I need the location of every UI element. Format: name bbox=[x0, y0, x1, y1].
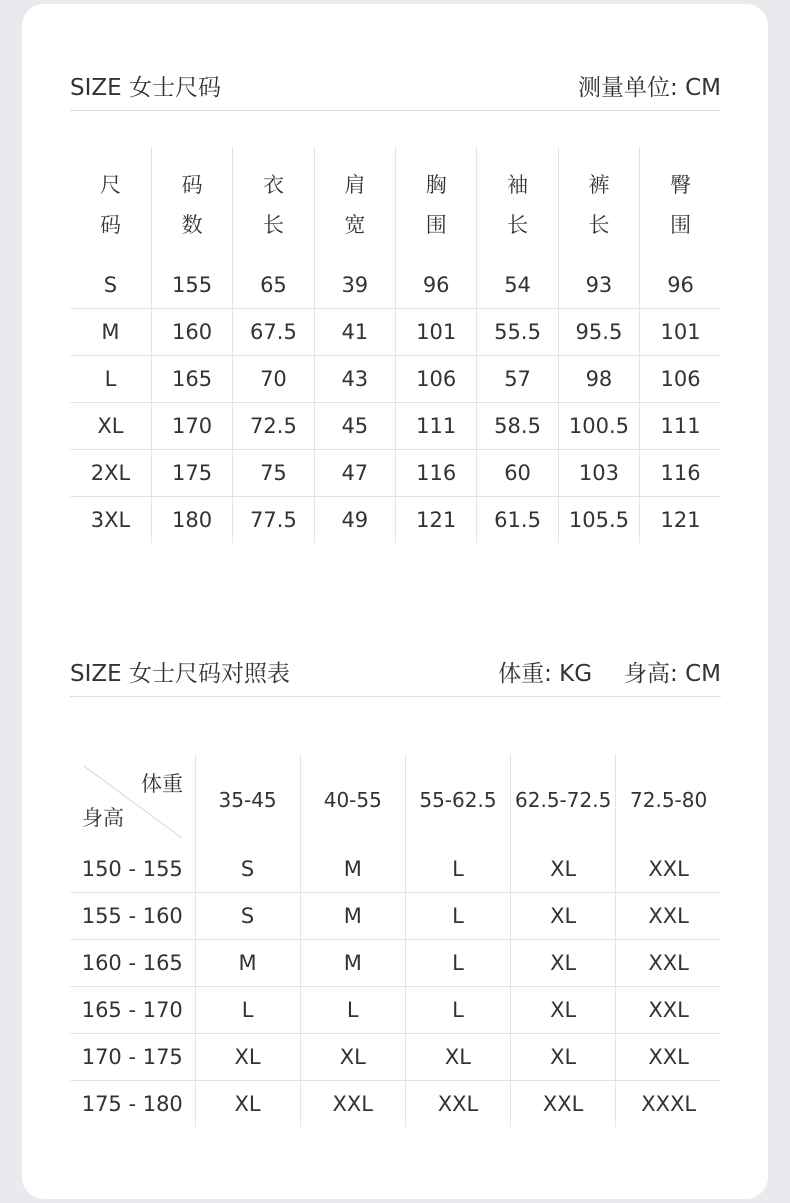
size-table-cell: 170 bbox=[151, 403, 232, 450]
size-table-cell: 121 bbox=[640, 497, 721, 544]
header-cell: 臀 围 bbox=[640, 147, 721, 262]
size-result-cell: L bbox=[405, 987, 510, 1034]
size-table-cell: 77.5 bbox=[233, 497, 314, 544]
header-cell: 袖 长 bbox=[477, 147, 558, 262]
size-result-cell: XL bbox=[511, 846, 616, 893]
size-table-cell: 93 bbox=[558, 262, 639, 309]
size-table-cell: 165 bbox=[151, 356, 232, 403]
size-result-cell: XXL bbox=[616, 893, 721, 940]
size-table-cell: 41 bbox=[314, 309, 395, 356]
size-table-cell: 155 bbox=[151, 262, 232, 309]
size-table-cell: 49 bbox=[314, 497, 395, 544]
conversion-section-header bbox=[70, 652, 721, 697]
size-result-cell: L bbox=[405, 846, 510, 893]
size-result-cell: XXL bbox=[616, 940, 721, 987]
size-result-cell: XXL bbox=[616, 846, 721, 893]
size-table-cell: 180 bbox=[151, 497, 232, 544]
header-cell: 尺 码 bbox=[99, 172, 121, 237]
size-result-cell: XL bbox=[511, 987, 616, 1034]
size-table-cell: 75 bbox=[233, 450, 314, 497]
size-table-cell: 106 bbox=[640, 356, 721, 403]
conversion-table-row bbox=[70, 846, 721, 893]
size-table-cell: S bbox=[103, 273, 118, 297]
conversion-table-row bbox=[70, 940, 721, 987]
height-range-cell: 155 - 160 bbox=[70, 893, 195, 940]
size-table-cell: 39 bbox=[314, 262, 395, 309]
header-cell: 胸 围 bbox=[396, 147, 477, 262]
size-table-cell: 103 bbox=[558, 450, 639, 497]
size-table-cell: 72.5 bbox=[233, 403, 314, 450]
size-table-cell: 54 bbox=[477, 262, 558, 309]
conversion-section-units bbox=[498, 652, 721, 696]
size-result-cell: XL bbox=[511, 1034, 616, 1081]
conversion-section-title: SIZE 女士尺码对照表 bbox=[70, 661, 290, 687]
size-result-cell: XXL bbox=[405, 1081, 510, 1128]
size-section-unit: 测量单位: CM bbox=[578, 75, 721, 101]
size-table-cell: 70 bbox=[233, 356, 314, 403]
size-table-cell: 96 bbox=[640, 262, 721, 309]
size-table-cell: 101 bbox=[640, 309, 721, 356]
size-result-cell: XL bbox=[300, 1034, 405, 1081]
size-result-cell: XXXL bbox=[616, 1081, 721, 1128]
size-result-cell: XXL bbox=[511, 1081, 616, 1128]
conversion-table-row bbox=[70, 1034, 721, 1081]
size-table-cell: 45 bbox=[314, 403, 395, 450]
size-table bbox=[70, 147, 721, 543]
size-result-cell: XL bbox=[195, 1034, 300, 1081]
size-result-cell: M bbox=[300, 893, 405, 940]
size-table-cell: 116 bbox=[640, 450, 721, 497]
size-result-cell: M bbox=[195, 940, 300, 987]
weight-range-header: 40-55 bbox=[300, 754, 405, 846]
conversion-table-row bbox=[70, 893, 721, 940]
size-table-cell: 160 bbox=[151, 309, 232, 356]
size-result-cell: XL bbox=[511, 893, 616, 940]
size-table-cell: 96 bbox=[396, 262, 477, 309]
size-table-cell: 3XL bbox=[70, 497, 151, 544]
conversion-table-header-row bbox=[70, 754, 721, 846]
size-table-cell: 121 bbox=[396, 497, 477, 544]
size-table-cell: 116 bbox=[396, 450, 477, 497]
size-table-cell: L bbox=[70, 356, 151, 403]
conversion-table bbox=[70, 754, 721, 1127]
size-table-cell: 175 bbox=[151, 450, 232, 497]
size-table-cell: 95.5 bbox=[558, 309, 639, 356]
size-table-row bbox=[70, 450, 721, 497]
size-table-cell: 98 bbox=[558, 356, 639, 403]
size-table-row bbox=[70, 356, 721, 403]
size-result-cell: L bbox=[405, 940, 510, 987]
size-result-cell: XXL bbox=[300, 1081, 405, 1128]
size-table-cell: XL bbox=[70, 403, 151, 450]
size-result-cell: XL bbox=[195, 1081, 300, 1128]
weight-range-header: 72.5-80 bbox=[616, 754, 721, 846]
size-table-cell: 111 bbox=[396, 403, 477, 450]
weight-range-header: 35-45 bbox=[195, 754, 300, 846]
weight-unit: 体重: KG bbox=[498, 661, 593, 687]
size-table-row bbox=[70, 403, 721, 450]
size-table-row bbox=[70, 262, 721, 309]
weight-range-header: 55-62.5 bbox=[405, 754, 510, 846]
conversion-table-row bbox=[70, 1081, 721, 1128]
size-table-cell: M bbox=[70, 309, 151, 356]
header-cell: 码 数 bbox=[151, 147, 232, 262]
corner-weight-label: 体重 bbox=[141, 772, 183, 796]
conversion-table-row bbox=[70, 987, 721, 1034]
height-range-cell: 150 - 155 bbox=[81, 857, 183, 881]
size-result-cell: S bbox=[195, 846, 300, 893]
height-range-cell: 170 - 175 bbox=[70, 1034, 195, 1081]
height-range-cell: 175 - 180 bbox=[70, 1081, 195, 1128]
size-table-cell: 57 bbox=[477, 356, 558, 403]
size-table-cell: 58.5 bbox=[477, 403, 558, 450]
size-table-row bbox=[70, 497, 721, 544]
corner-cell bbox=[70, 754, 195, 846]
size-table-cell: 61.5 bbox=[477, 497, 558, 544]
size-result-cell: XXL bbox=[616, 987, 721, 1034]
size-result-cell: S bbox=[195, 893, 300, 940]
size-table-cell: 100.5 bbox=[558, 403, 639, 450]
corner-height-label: 身高 bbox=[82, 806, 124, 830]
size-chart-card bbox=[22, 4, 768, 1199]
size-table-cell: 106 bbox=[396, 356, 477, 403]
size-result-cell: M bbox=[300, 846, 405, 893]
size-table-header-row bbox=[70, 147, 721, 262]
size-table-row bbox=[70, 309, 721, 356]
size-table-cell: 60 bbox=[477, 450, 558, 497]
weight-range-header: 62.5-72.5 bbox=[511, 754, 616, 846]
size-table-cell: 67.5 bbox=[233, 309, 314, 356]
size-result-cell: L bbox=[405, 893, 510, 940]
size-table-cell: 55.5 bbox=[477, 309, 558, 356]
height-unit: 身高: CM bbox=[624, 661, 721, 687]
size-section-header bbox=[70, 66, 721, 111]
size-table-cell: 43 bbox=[314, 356, 395, 403]
size-table-cell: 47 bbox=[314, 450, 395, 497]
size-result-cell: XL bbox=[511, 940, 616, 987]
size-result-cell: M bbox=[300, 940, 405, 987]
header-cell: 裤 长 bbox=[558, 147, 639, 262]
size-result-cell: L bbox=[195, 987, 300, 1034]
size-table-cell: 111 bbox=[640, 403, 721, 450]
header-cell: 衣 长 bbox=[233, 147, 314, 262]
size-table-cell: 2XL bbox=[70, 450, 151, 497]
size-section-title: SIZE 女士尺码 bbox=[70, 75, 221, 101]
size-result-cell: XL bbox=[405, 1034, 510, 1081]
height-range-cell: 165 - 170 bbox=[70, 987, 195, 1034]
size-table-cell: 105.5 bbox=[558, 497, 639, 544]
size-table-cell: 65 bbox=[233, 262, 314, 309]
size-result-cell: L bbox=[300, 987, 405, 1034]
size-result-cell: XXL bbox=[616, 1034, 721, 1081]
header-cell: 肩 宽 bbox=[314, 147, 395, 262]
size-table-cell: 101 bbox=[396, 309, 477, 356]
height-range-cell: 160 - 165 bbox=[70, 940, 195, 987]
